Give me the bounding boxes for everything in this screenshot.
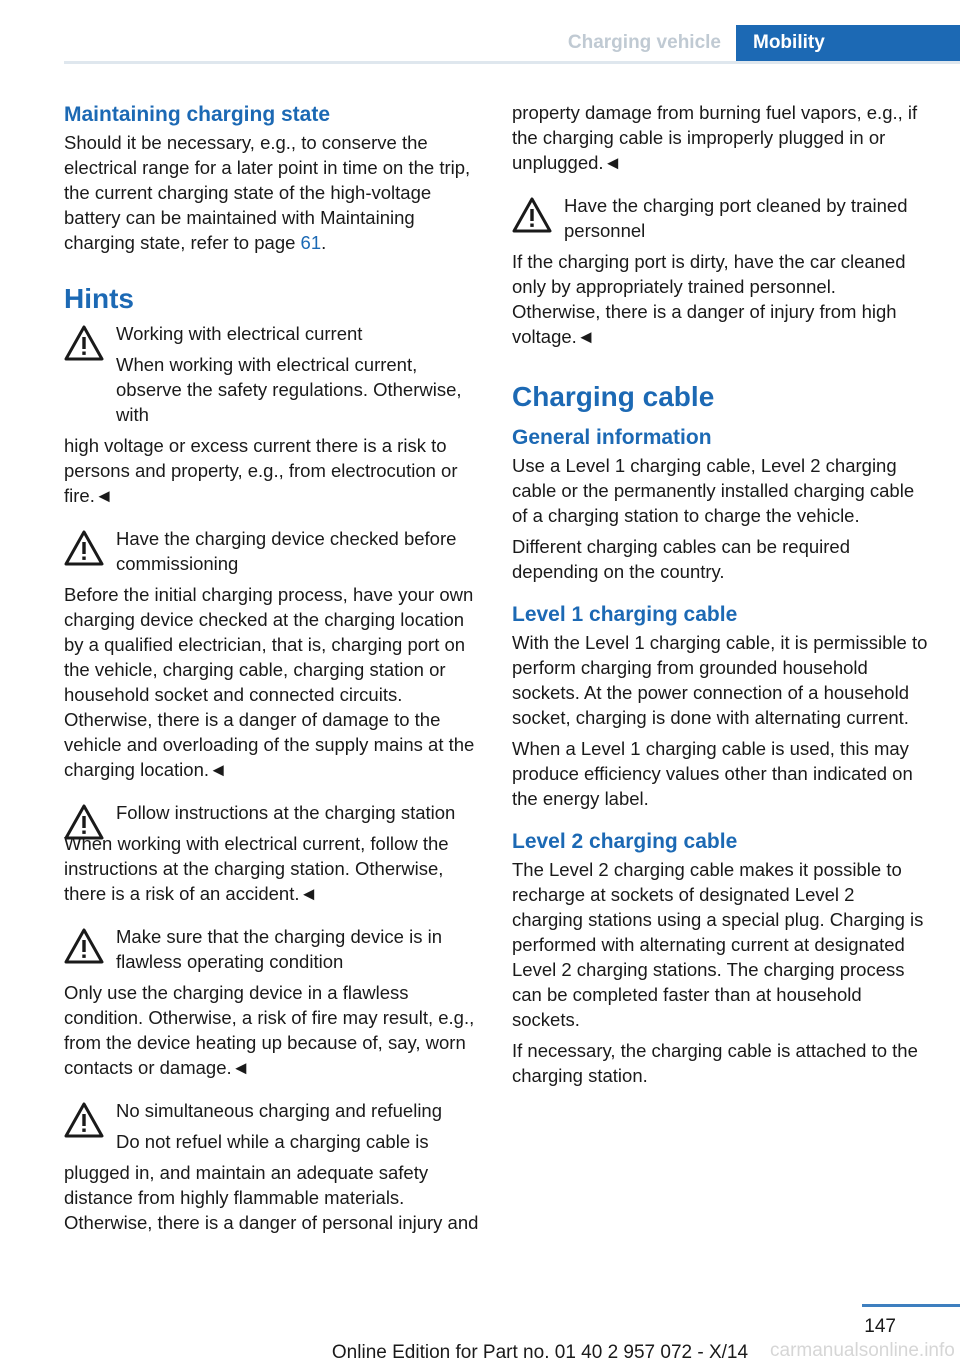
warning-body [64, 433, 480, 508]
warning-lead: Do not refuel while a charging cable is [116, 1131, 429, 1152]
warning-title: Working with electrical current [116, 323, 363, 344]
edition-line: Online Edition for Part no. 01 40 2 957 072 - X/14 [331, 1342, 749, 1363]
warning-electrical [64, 321, 480, 427]
warning-title: Follow instructions at the charging station [116, 802, 456, 823]
warning-flawless-condition [64, 924, 480, 974]
warning-icon [64, 928, 104, 964]
hints-heading: Hints [64, 283, 134, 314]
warning-icon [512, 197, 552, 233]
warning-text: When working with electrical current, follow the instructions at the charging station. Otherwise, there is a risk of an accident.◄ [64, 833, 449, 904]
warning-icon [64, 530, 104, 566]
charging-cable-heading: Charging cable [512, 381, 715, 412]
page-ref-link[interactable]: 61 [300, 232, 322, 253]
warning-text: Before the initial charging process, have your own charging device checked at the charging location by a qualified electrician, that is, charging port on the vehicle, charging cable, charging station or household socket and connected circuits. Otherwise, there is a danger of damage to the vehicle and overloading of the supply mains at the charging location.◄ [64, 584, 475, 780]
header-rule [64, 61, 960, 64]
warning-title: Have the charging port cleaned by trained personnel [564, 195, 908, 241]
warning-title: Have the charging device checked before commissioning [116, 528, 457, 574]
warning-device-check [64, 526, 480, 576]
warning-body [64, 831, 480, 906]
warning-icon [64, 1102, 104, 1138]
maintain-body: Should it be necessary, e.g., to conserve the electrical range for a later point in time on the trip, the current charging state of the high-voltage battery can be maintained with Maintaining charging state, refer to page [64, 132, 471, 253]
level2-text-2: If necessary, the charging cable is attached to the charging station. [512, 1040, 918, 1086]
warning-text: high voltage or excess current there is a risk to persons and property, e.g., from electrocution or fire.◄ [64, 435, 458, 506]
header-section-title: Charging vehicle [567, 32, 721, 53]
general-info-heading: General information [512, 426, 712, 449]
warning-text: plugged in, and maintain an adequate safety distance from highly flammable materials. Otherwise, there is a danger of personal injury and [64, 1162, 479, 1233]
warning-refueling [64, 1098, 480, 1154]
maintain-text [64, 130, 480, 255]
maintain-heading: Maintaining charging state [64, 103, 331, 126]
header-chapter-tab: Mobility [736, 25, 960, 61]
warning-icon [64, 804, 104, 840]
maintain-end: . [321, 232, 327, 253]
warning-station-instructions [64, 800, 480, 825]
general-text-2: Different charging cables can be required depending on the country. [512, 536, 851, 582]
warning-title: No simultaneous charging and refueling [116, 1100, 443, 1121]
warning-port-cleaning [512, 193, 928, 243]
level2-text-1: The Level 2 charging cable makes it possible to recharge at sockets of designated Level 2 charging stations using a special plug. Charging is performed with alternating current at designated Level 2 charging stations. The charging process can be completed faster than at household sockets. [512, 859, 924, 1030]
level2-heading: Level 2 charging cable [512, 830, 738, 853]
warning-title: Make sure that the charging device is in flawless operating condition [116, 926, 442, 972]
watermark: carmanualsonline.info [770, 1340, 955, 1361]
warning-body [64, 582, 480, 782]
warning-text: Only use the charging device in a flawless condition. Otherwise, a risk of fire may result, e.g., from the device heating up because of, say, worn contacts or damage.◄ [64, 982, 475, 1078]
general-text-1: Use a Level 1 charging cable, Level 2 charging cable or the permanently installed charging cable of a charging station to charge the vehicle. [512, 455, 915, 526]
continued-text: property damage from burning fuel vapors, e.g., if the charging cable is improperly plugged in or unplugged.◄ [512, 102, 918, 173]
warning-body [512, 249, 928, 349]
warning-icon [64, 325, 104, 361]
footer-rule [862, 1304, 960, 1307]
level1-text-2: When a Level 1 charging cable is used, this may produce efficiency values other than indicated on the energy label. [512, 738, 913, 809]
right-column [512, 100, 928, 1094]
warning-text: If the charging port is dirty, have the car cleaned only by appropriately trained personnel. Otherwise, there is a danger of injury from high voltage.◄ [512, 251, 906, 347]
level1-heading: Level 1 charging cable [512, 603, 738, 626]
warning-body [64, 980, 480, 1080]
left-column [64, 100, 480, 1253]
warning-body [64, 1160, 480, 1235]
warning-lead: When working with electrical current, observe the safety regulations. Otherwise, with [116, 354, 462, 425]
level1-text-1: With the Level 1 charging cable, it is permissible to perform charging from grounded household sockets. At the power connection of a household socket, charging is done with alternating current. [512, 632, 928, 728]
page-number: 147 [864, 1316, 896, 1337]
